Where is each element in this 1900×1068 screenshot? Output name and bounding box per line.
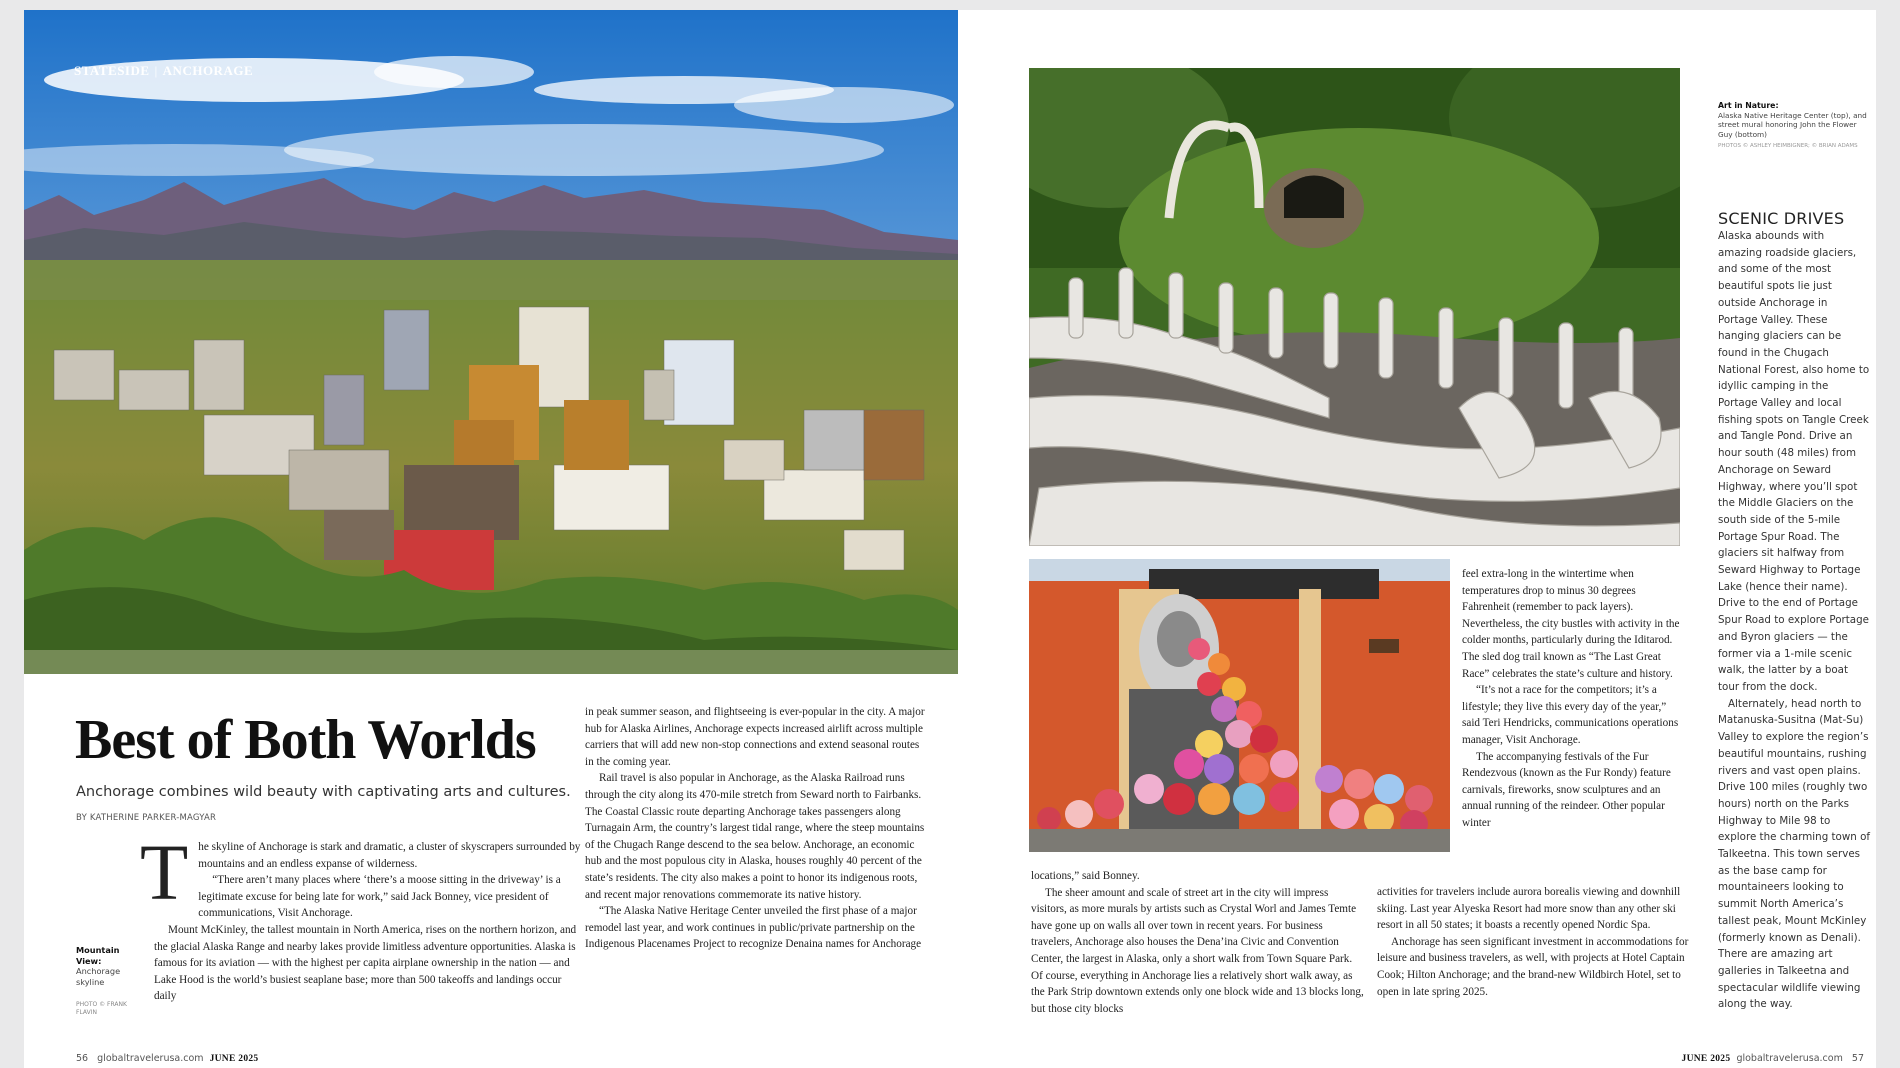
- folio-right: [1682, 1053, 1864, 1064]
- body-column-5: [1377, 884, 1692, 1000]
- art-caption: [1718, 101, 1868, 150]
- body-column-1: [140, 830, 584, 1005]
- caption-credit: PHOTO © FRANK FLAVIN: [76, 1001, 127, 1016]
- article-dek: Anchorage combines wild beauty with captivating arts and cultures.: [76, 784, 571, 800]
- art-caption-credit: PHOTOS © ASHLEY HEIMBIGNER; © BRIAN ADAMS: [1718, 143, 1858, 149]
- paragraph: activities for travelers include aurora borealis viewing and downhill skiing. Last year Alyeska Resort had more snow than any other ski resort in all 50 states; it boasts a recently opened Nordic Spa.: [1377, 886, 1681, 932]
- article-byline: BY KATHERINE PARKER-MAGYAR: [76, 813, 217, 823]
- kicker-section: STATESIDE: [74, 63, 150, 78]
- anchorage-skyline-photo: [24, 10, 958, 674]
- kicker-separator: |: [154, 63, 158, 78]
- left-page: [24, 10, 958, 1068]
- issue-date: JUNE 2025: [209, 1054, 259, 1064]
- paragraph: locations,” said Bonney.: [1031, 870, 1140, 882]
- paragraph: Alaska abounds with amazing roadside glaciers, and some of the most beautiful spots lie just outside Anchorage in Portage Valley. These hanging glaciers can be found in the Chugach National Forest, also home to idyllic camping in the Portage Valley and local fishing spots on Tangle Creek and Tangle Pond. Drive an hour south (48 miles) from Anchorage on Seward Highway, where you’ll spot the Middle Glaciers on the south side of the 5-mile Portage Spur Road. The glaciers sit halfway from Seward Highway to Portage Lake (hence their name). Drive to the end of Portage Spur Road to explore Portage and Byron glaciers — the former via a 1-mile scenic walk, the latter by a boat tour from the dock.: [1718, 230, 1870, 693]
- skyline-caption: [76, 945, 136, 1017]
- paragraph: in peak summer season, and flightseeing is ever-popular in the city. A major hub for Alaska Airlines, Anchorage expects increased airlift across multiple carriers that will add new non-stop connections and extend seasonal routes in the coming year.: [585, 706, 925, 768]
- paragraph: Mount McKinley, the tallest mountain in North America, rises on the northern horizon, and the glacial Alaska Range and nearby lakes provide limitless adventure opportunities. Alaska is famous for its aviation — with the highest per capita airplane ownership in the nation — and Lake Hood is the world’s busiest seaplane base; more than 500 takeoffs and landings occur daily: [154, 923, 577, 1003]
- art-caption-title: Art in Nature:: [1718, 101, 1779, 110]
- folio-left: [76, 1053, 258, 1064]
- flower-guy-mural-photo: [1029, 559, 1450, 852]
- art-caption-text: Alaska Native Heritage Center (top), and street mural honoring John the Flower Guy (bottom): [1718, 110, 1867, 139]
- paragraph: The sheer amount and scale of street art in the city will impress visitors, as more murals by artists such as Crystal Worl and James Temte have gone up on walls all over town in recent years. For business travelers, Anchorage also houses the Dena’ina Civic and Convention Center, the largest in Alaska, only a short walk from Town Square Park. Of course, everything in Anchorage lies a relatively short walk away, as the Park Strip downtown extends only one block wide and 13 blocks long, but those city blocks: [1031, 886, 1364, 1015]
- body-column-3: [1462, 566, 1684, 832]
- site-name: globaltravelerusa.com: [1736, 1053, 1843, 1064]
- site-name: globaltravelerusa.com: [97, 1053, 204, 1064]
- caption-title: Mountain View:: [76, 945, 120, 966]
- magazine-spread: [24, 10, 1876, 1068]
- paragraph: “There aren’t many places where ‘there’s a moose sitting in the driveway’ is a legitimate excuse for being late for work,” said Jack Bonney, vice president of communications, Visit Anchorage.: [198, 874, 561, 920]
- page-number: 56: [76, 1053, 89, 1064]
- page-number: 57: [1851, 1053, 1864, 1064]
- drop-cap: T: [140, 830, 189, 917]
- paragraph: Alternately, head north to Matanuska-Susitna (Mat-Su) Valley to explore the region’s beautiful mountains, rushing rivers and vast open plains. Drive 100 miles (roughly two hours) north on the Parks Highway to Mile 98 to explore the charming town of Talkeetna. This town serves as the base camp for mountaineers looking to summit North America’s tallest peak, Mount McKinley (formerly known as Denali). There are amazing art galleries in Talkeetna and spectacular wildlife viewing along the way.: [1718, 697, 1870, 1011]
- article-headline: Best of Both Worlds: [75, 709, 536, 771]
- kicker-city: ANCHORAGE: [162, 63, 254, 78]
- issue-date: JUNE 2025: [1681, 1054, 1731, 1064]
- paragraph: “It’s not a race for the competitors; it’s a lifestyle; they live this every day of the year,” said Teri Hendricks, communications operations manager, Visit Anchorage.: [1462, 684, 1679, 746]
- body-column-2: [585, 704, 930, 953]
- paragraph: The accompanying festivals of the Fur Rendezvous (known as the Fur Rondy) feature carnivals, fireworks, snow sculptures and an annual running of the reindeer. Other popular winter: [1462, 750, 1671, 829]
- sidebar-title: SCENIC DRIVES: [1718, 209, 1845, 228]
- heritage-center-photo: [1029, 68, 1680, 546]
- scenic-drives-sidebar: [1718, 228, 1870, 1013]
- paragraph: he skyline of Anchorage is stark and dramatic, a cluster of skyscrapers surrounded by mountains and an endless expanse of wilderness.: [198, 841, 581, 870]
- paragraph: “The Alaska Native Heritage Center unveiled the first phase of a major remodel last year, and work continues in public/private partnership on the Indigenous Placenames Project to recognize Denaina names for Anchorage: [585, 905, 922, 951]
- right-page: [958, 10, 1876, 1068]
- paragraph: feel extra-long in the wintertime when temperatures drop to minus 30 degrees Fahrenheit (remember to pack layers). Nevertheless, the city bustles with activity in the colder months, particularly during the Iditarod. The sled dog trail known as “The Last Great Race” celebrates the state’s culture and history.: [1462, 568, 1680, 680]
- paragraph: Rail travel is also popular in Anchorage, as the Alaska Railroad runs through the city along its 470-mile stretch from Seward north to Fairbanks. The Coastal Classic route departing Anchorage takes passengers along Turnagain Arm, the country’s largest tidal range, where the steep mountains of the Chugach Range descend to the sea below. Anchorage, an economic hub and the most populous city in Alaska, houses roughly 40 percent of the state’s residents. The city also makes a point to honor its indigenous roots, and recent major renovations commemorate its native history.: [585, 772, 925, 901]
- body-column-4: [1031, 868, 1365, 1017]
- caption-text: Anchorage skyline: [76, 966, 121, 987]
- section-kicker: [74, 63, 253, 79]
- paragraph: Anchorage has seen significant investment in accommodations for leisure and business travelers, as well, with projects at Hotel Captain Cook; Hilton Anchorage; and the brand-new Wildbirch Hotel, set to open in late spring 2025.: [1377, 935, 1689, 998]
